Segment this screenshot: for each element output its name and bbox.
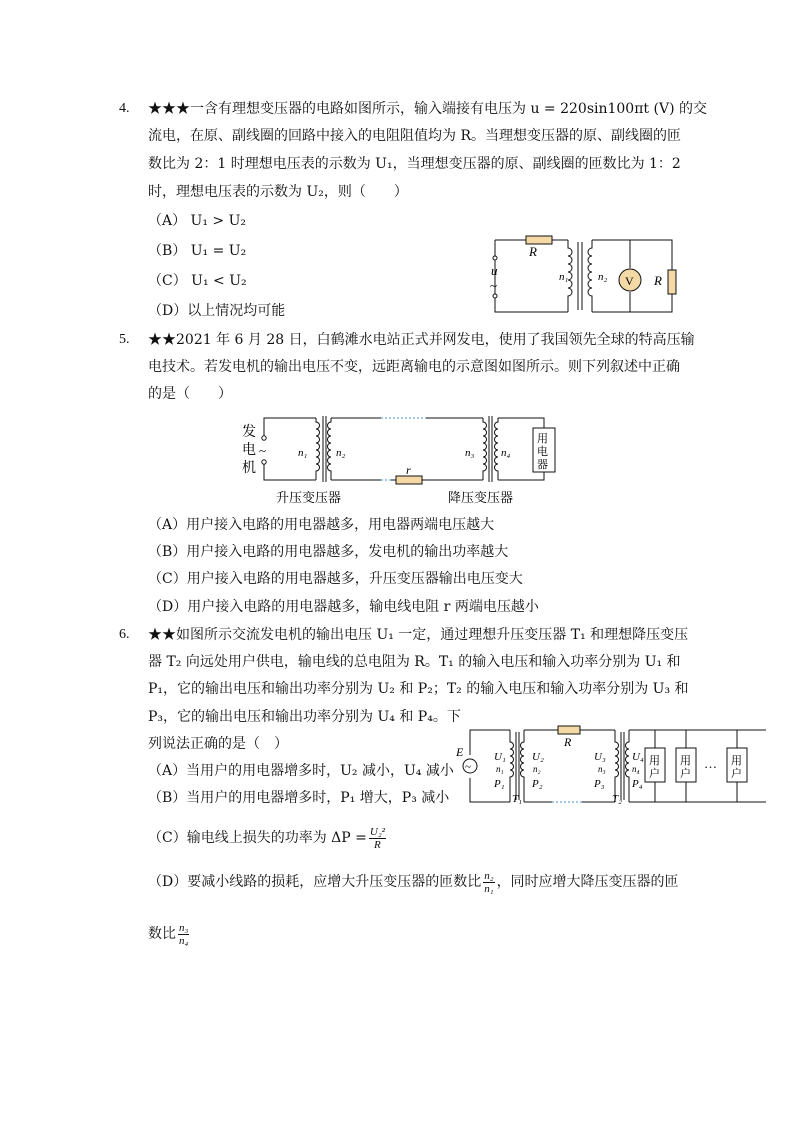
q6-fig-P1: P₁ — [494, 778, 505, 790]
q6-option-d-fraction1 — [483, 870, 494, 895]
q5-option-d[interactable]: （D）用户接入电路的用电器越多，输电线电阻 r 两端电压越小 — [148, 599, 539, 615]
q6-fig-user2-b: 户 — [680, 767, 691, 780]
q4-stem-line4: 时，理想电压表的示数为 U₂，则（ ） — [148, 184, 408, 200]
q6-stem-line3: P₁，它的输出电压和输出功率分别为 U₂ 和 P₂；T₂ 的输入电压和输入功率分别为 U₃ 和 — [148, 681, 689, 697]
q6-option-c[interactable] — [148, 822, 388, 854]
q4-fig-V: V — [625, 274, 634, 288]
q4-stem-line3: 数比为 2：1 时理想电压表的示数为 U₁，当理想变压器的原、副线圈的匝数比为 1：2 — [148, 156, 681, 172]
q6-option-d-line2 — [148, 918, 191, 950]
q4-fig-n1: n₁ — [559, 271, 569, 283]
q6-fig-R: R — [564, 735, 572, 749]
q4-stem-line2: 流电，在原、副线圈的回路中接入的电阻阻值均为 R。当理想变压器的原、副线圈的匝 — [148, 128, 681, 144]
q5-resistor-r — [396, 476, 422, 484]
q5-fig-n2: n₂ — [336, 447, 346, 459]
q6-option-c-denominator: R — [374, 838, 381, 851]
q6-fig-P3: P₃ — [594, 778, 605, 790]
q6-fig-P4: P₄ — [632, 778, 643, 790]
q6-option-d-den1: n₁ — [484, 882, 494, 895]
q6-fig-n2: n₂ — [533, 764, 541, 774]
q5-fig-n3: n₃ — [465, 447, 475, 459]
q6-fig-T2: T₂ — [612, 793, 622, 805]
q6-fig-tilde: ~ — [465, 761, 471, 773]
q4-resistor-left — [526, 236, 552, 244]
q6-fig-n3: n₃ — [598, 764, 606, 774]
q6-fig-P2: P₂ — [532, 778, 543, 790]
q6-number: 6. — [119, 627, 130, 642]
q4-number: 4. — [119, 101, 130, 116]
q4-option-c[interactable]: （C） U₁ < U₂ — [148, 273, 247, 289]
q5-stem-line1: ★★2021 年 6 月 28 日，白鹤滩水电站正式并网发电，使用了我国领先全球的特高压输 — [148, 332, 695, 348]
q5-option-a[interactable]: （A）用户接入电路的用电器越多，用电器两端电压越大 — [148, 517, 495, 533]
q4-fig-u: u — [491, 263, 498, 278]
q6-fig-user3-a: 用 — [731, 754, 742, 767]
q6-fig-n4: n₄ — [632, 764, 640, 774]
q5-fig-load-1: 用 — [537, 432, 548, 445]
q6-option-d-num2: n₃ — [179, 921, 189, 934]
q6-fig-U4: U₄ — [632, 751, 644, 763]
q4-fig-n2: n₂ — [598, 271, 608, 283]
q6-option-c-fraction — [369, 826, 386, 851]
q5-fig-n4: n₄ — [501, 447, 511, 459]
q6-option-c-text: （C）输电线上损失的功率为 ΔP = — [148, 830, 367, 846]
q4-resistor-right — [668, 270, 676, 294]
q6-option-d-num1: n₂ — [484, 869, 494, 882]
q6-option-d-den2: n₄ — [179, 934, 189, 947]
q5-option-c[interactable]: （C）用户接入电路的用电器越多，升压变压器输出电压变大 — [148, 571, 523, 587]
q6-fig-n1: n₁ — [496, 764, 504, 774]
q4-fig-tilde: ~ — [490, 278, 498, 293]
q6-fig-U3: U₃ — [594, 751, 606, 763]
q4-option-d[interactable]: （D）以上情况均可能 — [148, 303, 286, 319]
q6-fig-U2: U₂ — [532, 751, 544, 763]
q6-stem-line5: 列说法正确的是（ ） — [148, 736, 288, 752]
q5-transmission-figure — [236, 410, 568, 512]
q5-fig-step-up: 升压变压器 — [276, 491, 342, 506]
q6-fig-U1: U₁ — [494, 751, 506, 763]
q6-option-d[interactable] — [148, 866, 679, 898]
q6-fig-user3-b: 户 — [731, 767, 742, 780]
q5-fig-step-down: 降压变压器 — [448, 491, 514, 506]
q6-fig-dots: … — [704, 756, 717, 771]
q4-option-a[interactable]: （A） U₁ > U₂ — [148, 213, 247, 229]
q6-stem-line4: P₃，它的输出电压和输出功率分别为 U₄ 和 P₄。下 — [148, 709, 461, 725]
q6-option-d-suffix: ，同时应增大降压变压器的匝 — [496, 874, 679, 890]
q5-fig-n1: n₁ — [298, 447, 308, 459]
q6-fig-user1-a: 用 — [649, 754, 660, 767]
q5-stem-line3: 的是（ ） — [148, 386, 232, 402]
q6-fig-E: E — [456, 745, 464, 759]
q6-fig-user1-b: 户 — [649, 767, 660, 780]
q4-circuit-figure — [486, 228, 686, 320]
q5-option-b[interactable]: （B）用户接入电路的用电器越多，发电机的输出功率越大 — [148, 544, 509, 560]
q6-fig-T1: T₁ — [512, 793, 522, 805]
q4-fig-R-left: R — [529, 244, 537, 259]
q6-option-c-numerator: U₂² — [369, 825, 385, 838]
q6-line-resistor — [558, 726, 580, 734]
q5-fig-r: r — [406, 463, 411, 477]
q6-transmission-figure — [452, 720, 766, 812]
q6-fig-user2-a: 用 — [680, 754, 691, 767]
q5-number: 5. — [119, 332, 130, 347]
q5-fig-gen-1: 发 — [242, 424, 256, 440]
q6-option-d-text: （D）要减小线路的损耗，应增大升压变压器的匝数比 — [148, 874, 482, 890]
q6-option-b[interactable]: （B）当用户的用电器增多时，P₁ 增大，P₃ 减小 — [148, 790, 450, 806]
q4-stem-line1: ★★★一含有理想变压器的电路如图所示，输入端接有电压为 u = 220sin100πt (V) 的交 — [148, 101, 707, 117]
q4-option-b[interactable]: （B） U₁ = U₂ — [148, 243, 247, 259]
q4-fig-R-right: R — [654, 273, 662, 288]
q5-fig-load-2: 电 — [537, 445, 548, 458]
q5-fig-tilde: ~ — [259, 443, 267, 458]
q6-option-a[interactable]: （A）当用户的用电器增多时，U₂ 减小，U₄ 减小 — [148, 763, 454, 779]
q5-fig-gen-3: 机 — [242, 460, 256, 476]
q5-fig-gen-2: 电 — [242, 442, 256, 458]
q6-option-d-line2-text: 数比 — [148, 926, 176, 942]
q6-option-d-fraction2 — [178, 922, 189, 947]
q6-stem-line2: 器 T₂ 向远处用户供电，输电线的总电阻为 R。T₁ 的输入电压和输入功率分别为 U₁ 和 — [148, 654, 681, 670]
q5-stem-line2: 电技术。若发电机的输出电压不变，远距离输电的示意图如图所示。则下列叙述中正确 — [148, 359, 680, 375]
q6-stem-line1: ★★如图所示交流发电机的输出电压 U₁ 一定，通过理想升压变压器 T₁ 和理想降压变压 — [148, 627, 689, 643]
q5-fig-load-3: 器 — [537, 458, 548, 471]
